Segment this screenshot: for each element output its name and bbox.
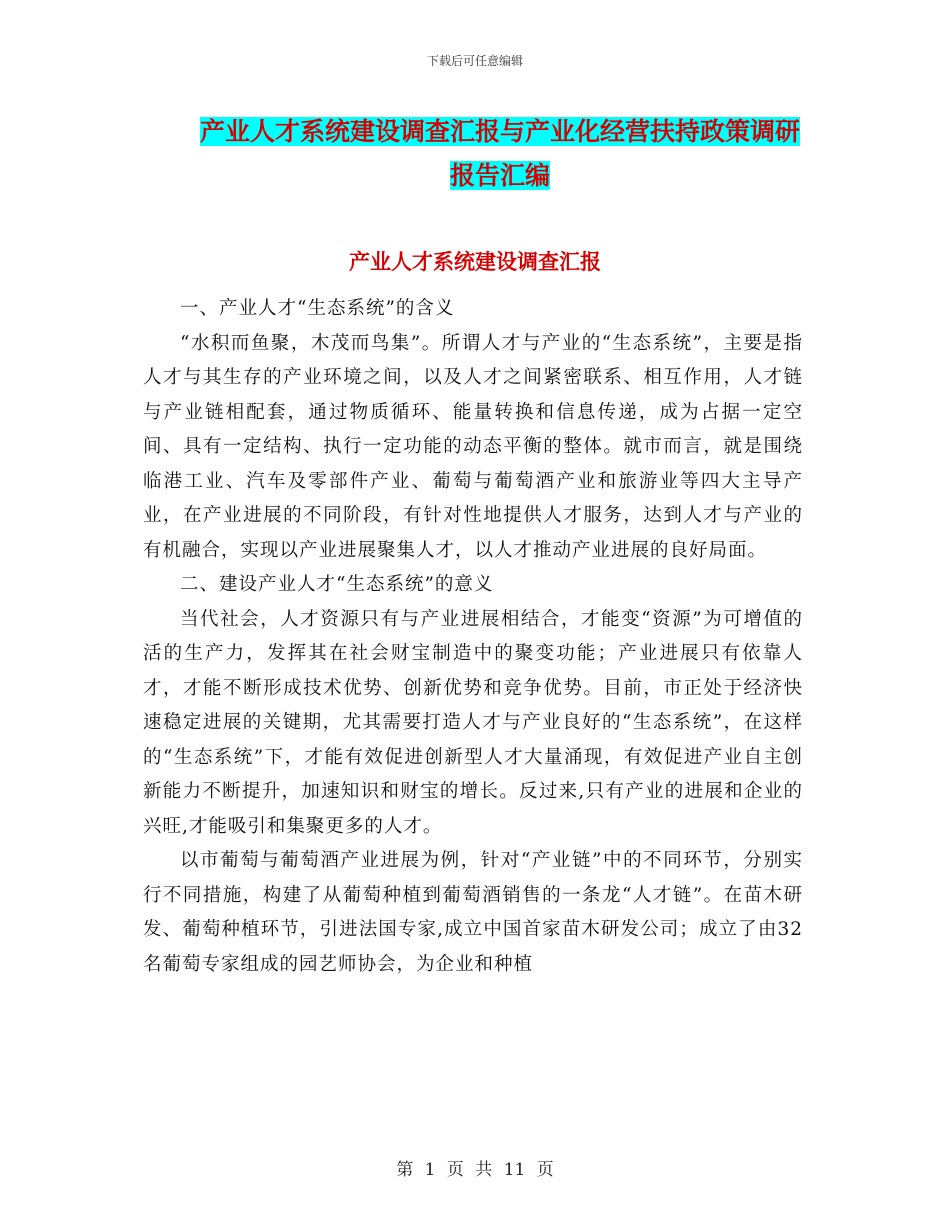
section-title: 产业人才系统建设调查汇报 [349, 249, 601, 274]
document-title-text: 产业人才系统建设调查汇报与产业化经营扶持政策调研报告汇编 [199, 117, 800, 190]
document-title [190, 110, 810, 198]
body-paragraph: “水积而鱼聚，木茂而鸟集”。所谓人才与产业的“生态系统”，主要是指人才与其生存的产业环境之间，以及人才之间紧密联系、相互作用，人才链与产业链相配套，通过物质循环、能量转换和信息传递，成为占据一定空间、具有一定结构、执行一定功能的动态平衡的整体。就市而言，就是围绕临港工业、汽车及零部件产业、葡萄与葡萄酒产业和旅游业等四大主导产业，在产业进展的不同阶段，有针对性地提供人才服务，达到人才与产业的有机融合，实现以产业进展聚集人才，以人才推动产业进展的良好局面。 [143, 332, 803, 561]
body-paragraph: 当代社会，人才资源只有与产业进展相结合，才能变“资源”为可增值的活的生产力，发挥其在社会财宝制造中的聚变功能；产业进展只有依靠人才，才能不断形成技术优势、创新优势和竞争优势。目前，市正处于经济快速稳定进展的关键期，尤其需要打造人才与产业良好的“生态系统”，在这样的“生态系统”下，才能有效促进创新型人才大量涌现，有效促进产业自主创新能力不断提升，加速知识和财宝的增长。反过来,只有产业的进展和企业的兴旺,才能吸引和集聚更多的人才。 [143, 608, 803, 837]
heading-paragraph-2: 二、建设产业人才“生态系统”的意义 [180, 574, 494, 595]
page-header-note: 下载后可任意编辑 [426, 54, 523, 68]
body-paragraph: 以市葡萄与葡萄酒产业进展为例，针对“产业链”中的不同环节，分别实行不同措施，构建了从葡萄种植到葡萄酒销售的一条龙“人才链”。在苗木研发、葡萄种植环节，引进法国专家,成立中国首家苗木研发公司；成立了由32名葡萄专家组成的园艺师协会，为企业和种植 [143, 850, 803, 975]
page-number-footer: 第 1 页 共 11 页 [396, 1160, 554, 1180]
heading-paragraph-1: 一、产业人才“生态系统”的含义 [180, 298, 455, 319]
document-body [143, 292, 803, 982]
